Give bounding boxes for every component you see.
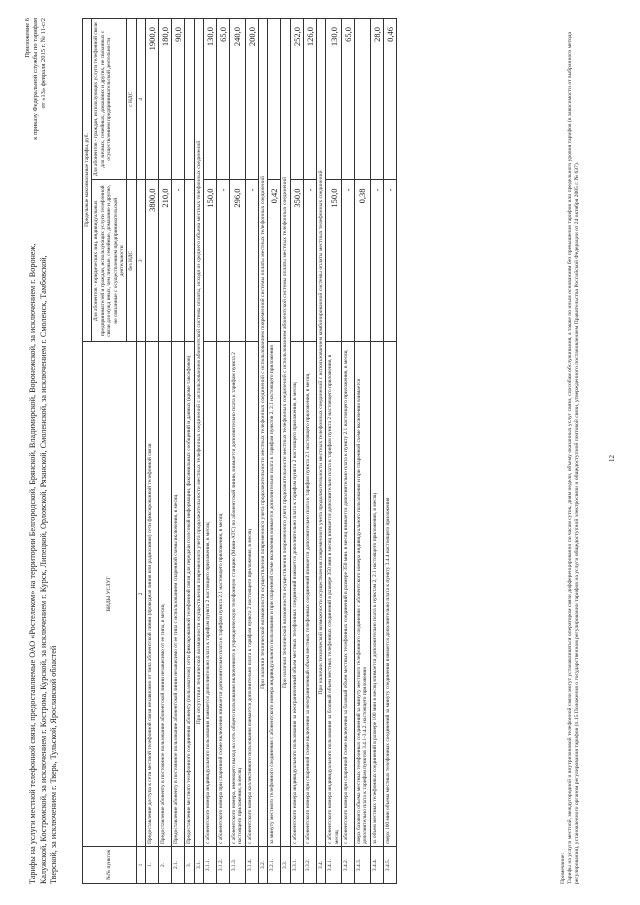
tariff-legal: -: [245, 180, 258, 342]
row-num: 3.1.3.: [230, 847, 246, 884]
table-row: [354, 19, 370, 884]
table-row: [268, 19, 281, 884]
tariff-citizen: 200,0: [245, 19, 258, 181]
section-heading: При отсутствии технической возможности осуществления повременного учета продолжительности местных телефонных соединений с использованием абонентской системы оплаты, исходя из среднего объема местных телефонных соединений: [194, 19, 203, 847]
table-row: [281, 19, 290, 884]
tariff-citizen: 126,0: [303, 19, 316, 181]
row-num: 3.4.1.: [326, 847, 342, 884]
service-description: Предоставление абоненту в постоянное пользование абонентской линии независимо от ее типа, в месяц: [159, 342, 172, 847]
service-description: с абонентского номера коллективного пользования взимается дополнительно плата к тарифам пункта 2 настоящего приложения, в месяц: [245, 342, 258, 847]
tariff-legal: -: [370, 180, 383, 342]
tariff-citizen: 130,0: [204, 19, 217, 181]
notes: [560, 18, 581, 884]
service-description: с абонентского номера индивидуального пользования за базовый объем местных телефонных соединений в размере 350 мин в месяц взимается дополнительно плата к тарифам пункта 2 настоящего приложения, в месяц: [326, 342, 342, 847]
table-row: [185, 19, 194, 884]
tariff-citizen: 252,0: [290, 19, 303, 181]
column-index: 1: [136, 847, 145, 884]
notes-heading: Примечание:: [560, 852, 566, 884]
appendix-line-1: Приложение 6: [24, 18, 31, 58]
row-num: 3.1.: [194, 847, 203, 884]
header-tariffs: Предельные максимальные тарифы, руб.: [83, 19, 92, 342]
service-description: за объем местных телефонных соединений в размере 100 мин в месяц взимается дополнительно плата к пунктам 2, 2.1 настоящего приложения, в месяц: [370, 342, 383, 847]
tariff-legal: 3800,0: [146, 180, 159, 342]
row-num: 3.1.2.: [217, 847, 230, 884]
table-row: [172, 19, 185, 884]
tariff-legal: -: [341, 180, 354, 342]
notes-text: Тарифы на услуги местной, междугородной и внутризоновой телефонной связи могут устанавливаться оператором связи дифференцированно по часам суток, дням недели, объему оказанных услуг связи, способам обслуживания, а также по иным основаниям без превышения тарифов или предельного уровня тарифов (в зависимости от выбранного метода регулирования), установленного органом регулирования тарифов (п.15 Положения о государственном регулировании тарифов на услуги общедоступной электросвязи и общедоступной почтовой связи, утвержденного постановлением Правительства Российской Федерации от 24 октября 2005 г. № 637).: [567, 32, 580, 884]
table-row: [204, 19, 217, 884]
row-num: 1.: [146, 847, 159, 884]
row-num: 3.2.: [258, 847, 267, 884]
row-num: 3.3.1.: [290, 847, 303, 884]
tariff-legal: -: [303, 180, 316, 342]
tariff-legal: 296,0: [230, 180, 246, 342]
tariff-legal: 0,38: [354, 180, 370, 342]
tariff-legal: 150,0: [326, 180, 342, 342]
header-citizen-vat: с НДС: [127, 19, 136, 181]
service-description: с абонентского номера при спаренной схеме включения за базовый объем местных телефонных соединений в размере 350 мин. в месяц взимается дополнительно плата к пункту 2.1 настоящего приложения, в месяц: [341, 342, 354, 847]
table-row: [194, 19, 203, 884]
table-row: [290, 19, 303, 884]
service-description: Предоставление доступа к сети местной телефонной связи независимо от типа абонентской линии (проводная линия или радиолиния) сети фиксированной телефонной связи: [146, 342, 159, 847]
row-num: 3.4.: [316, 847, 325, 884]
service-description: с абонентского номера, имеющего выход на сеть общего пользования включенного в учрежденческую телефонную станцию (Мини-АТС) по абонентской линии, взимается дополнительно плата к тарифам пункта 2 настоящего приложения, в месяц: [230, 342, 246, 847]
column-index: 2: [136, 342, 145, 847]
service-description: Предоставление местного телефонного соединения абоненту (пользователю) сети фиксированной телефонной связи для передачи голосовой информации, факсимильных сообщений и данных (кроме таксофонов): [185, 342, 194, 847]
appendix-line-2: к приказу Федеральной службы по тарифам: [32, 18, 39, 140]
tariff-legal: 210,0: [159, 180, 172, 342]
tariff-citizen: 28,0: [370, 19, 383, 181]
tariff-legal: 150,0: [204, 180, 217, 342]
header-legal-vat: без НДС: [127, 180, 136, 342]
service-description: с абонентского номера при спаренной схеме включения взимается дополнительно плата к тарифам пункта 2.1 настоящего приложения, в месяц: [217, 342, 230, 847]
tariff-citizen: 65,0: [217, 19, 230, 181]
service-description: с абонентского номера при спаренной схеме включения за неограниченный объем местных телефонных соединений взимается дополнительно плата к тарифам пункта 2.1 настоящего приложения, в месяц: [303, 342, 316, 847]
document-title: Тарифы на услуги местной телефонной связи, предоставляемые ОАО «Ростелеком» на территории Белгородской, Брянской, Владимирской, Воронежской, за исключением г. Воронеж, Калужской, Костромской, за исключением г. Кострома, Курской, за исключением г. Курск, Липецкой, Орловской, Рязанской, Смоленской, за исключением г. Смоленск, Тамбовской, Тверской, за исключением г. Тверь, Тульской, Ярославской областей: [28, 243, 58, 884]
tariff-citizen: 90,0: [172, 19, 185, 181]
header-num: №№ пунктов: [83, 847, 137, 884]
header-citizen: Для абонентов - граждан, использующих услуги телефонной связи для личных, семейных, домашних и других, не связанных с осуществлением предпринимательской деятельности: [92, 19, 127, 181]
row-num: 3.1.4.: [245, 847, 258, 884]
header-legal: Для абонентов - юридических лиц, индивидуальных предпринимателей и граждан, использующих услуги телефонной связи для нужд иных, чем личные, семейные, домашние и другие, не связанные с осуществлением предпринимательской деятельности: [92, 180, 127, 342]
tariff-legal: -: [172, 180, 185, 342]
tariff-citizen: 130,0: [326, 19, 342, 181]
table-row: [230, 19, 246, 884]
section-heading: При наличии технической возможности осуществления повременного учета продолжительности местных телефонных соединений с использованием комбинированной системы оплаты местных телефонных соединений: [316, 19, 325, 847]
table-row: [146, 19, 159, 884]
row-num: 3.3.: [281, 847, 290, 884]
table-row: [316, 19, 325, 884]
table-row: [303, 19, 316, 884]
service-description: сверх базового объема местных телефонных соединений за минуту местного телефонного соединения с абонентского номера индивидуального пользования и при спаренной схеме включения взимается дополнительно плата к тарифам пунктов 3.4.1-3.4.2. настоящего приложения: [354, 342, 370, 847]
header-services: ВИДЫ УСЛУГ: [83, 342, 137, 847]
row-num: 3.4.5.: [383, 847, 396, 884]
tariff-citizen: 240,0: [230, 19, 246, 181]
tariff-legal: 0,42: [268, 180, 281, 342]
page-number: 12: [608, 455, 616, 462]
row-num: 2.: [159, 847, 172, 884]
column-index: 3: [136, 180, 145, 342]
service-description: с абонентского номера индивидуального пользования взимается дополнительно плата к тарифам пункта 2 настоящего приложения, в месяц: [204, 342, 217, 847]
table-row: [217, 19, 230, 884]
service-description: сверх 100 мин объема местных телефонных соединений за минуту соединения взимается дополнительно плата к пункту 3.4.4 настоящего приложения: [383, 342, 396, 847]
table-row: [159, 19, 172, 884]
rotated-document: [20, 12, 620, 892]
service-description: с абонентского номера индивидуального пользования за неограниченный объем местных телефонных соединений взимается дополнительно плата к тарифам пункта 2 настоящего приложения, в месяц: [290, 342, 303, 847]
tariff-citizen: [268, 19, 281, 181]
column-index: 4: [136, 19, 145, 181]
table-row: [341, 19, 354, 884]
appendix-line-3: от «13» февраля 2015 г. № 11-с/2: [40, 18, 47, 109]
row-num: 3.4.2.: [341, 847, 354, 884]
tariff-citizen: [185, 19, 194, 181]
tariff-citizen: [354, 19, 370, 181]
tariff-legal: [185, 180, 194, 342]
table-row: [370, 19, 383, 884]
table-row: [245, 19, 258, 884]
tariff-legal: -: [217, 180, 230, 342]
row-num: 3.: [185, 847, 194, 884]
tariff-citizen: 1900,0: [146, 19, 159, 181]
service-description: Предоставление абоненту в постоянное пользование абонентской линии независимо от ее типа с использованием спаренной схемы включения, в месяц: [172, 342, 185, 847]
table-row: [326, 19, 342, 884]
table-row: [258, 19, 267, 884]
row-num: 2.1.: [172, 847, 185, 884]
tariff-table: [82, 18, 397, 884]
service-description: за минуту местного телефонного соединения с абонентского номера индивидуального пользования и при спаренной схеме включения взимается дополнительно плата к тарифам пунктов 2, 2.1 настоящего приложения: [268, 342, 281, 847]
tariff-legal: 350,0: [290, 180, 303, 342]
row-num: 3.1.1.: [204, 847, 217, 884]
row-num: 3.4.3.: [354, 847, 370, 884]
row-num: 3.2.1.: [268, 847, 281, 884]
row-num: 3.4.4.: [370, 847, 383, 884]
tariff-citizen: 180,0: [159, 19, 172, 181]
tariff-legal: -: [383, 180, 396, 342]
section-heading: При наличии технической возможности осуществления повременного учета продолжительности местных телефонных соединений с использованием абонентской системы оплаты местных телефонных соединений: [281, 19, 290, 847]
section-heading: При наличии технической возможности осуществления повременного учета продолжительности местных телефонных соединений с использованием повременной системы оплаты местных телефонных соединений: [258, 19, 267, 847]
tariff-citizen: 0,46: [383, 19, 396, 181]
table-row: [383, 19, 396, 884]
row-num: 3.3.2.: [303, 847, 316, 884]
tariff-citizen: 65,0: [341, 19, 354, 181]
